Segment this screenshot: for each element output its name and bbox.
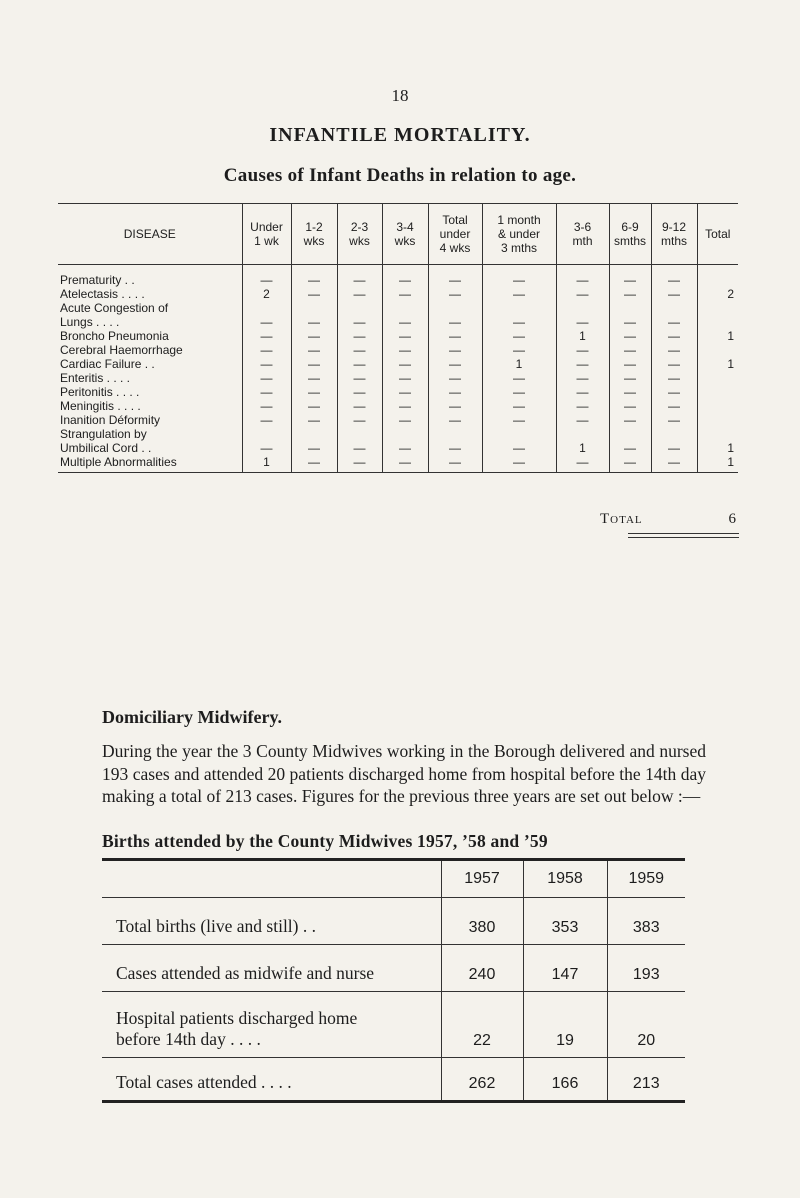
births-value-cell: 166 [523,1058,607,1102]
deaths-count-cell: — [242,371,291,385]
deaths-count-cell [651,301,697,315]
deaths-count-cell: — [291,329,337,343]
deaths-count-cell [697,343,738,357]
page-title: INFANTILE MORTALITY. [269,124,531,146]
deaths-count-cell: 1 [697,441,738,455]
deaths-count-cell: — [609,343,651,357]
births-row-label: Total cases attended . . . . [102,1058,441,1102]
deaths-count-cell: 1 [242,455,291,473]
births-value-cell: 240 [441,945,523,992]
deaths-count-cell: — [609,287,651,301]
disease-name-cell: Broncho Pneumonia [60,329,169,343]
deaths-count-cell: — [428,371,482,385]
deaths-count-cell [609,427,651,441]
deaths-count-cell: — [242,329,291,343]
births-table [102,861,685,1103]
deaths-count-cell: — [428,455,482,473]
deaths-count-cell: 1 [697,329,738,343]
deaths-count-cell: — [651,357,697,371]
deaths-table-row [58,265,738,288]
deaths-count-cell [556,301,609,315]
deaths-count-cell: — [382,265,428,288]
deaths-count-cell [337,427,382,441]
deaths-count-cell: — [291,413,337,427]
deaths-table-row [58,371,738,385]
deaths-count-cell: — [556,357,609,371]
deaths-count-cell: — [556,371,609,385]
deaths-table-row [58,455,738,473]
deaths-count-cell: — [242,399,291,413]
deaths-count-cell: — [382,329,428,343]
deaths-count-cell [697,315,738,329]
deaths-count-cell: — [382,385,428,399]
deaths-count-cell: — [556,399,609,413]
deaths-count-cell: — [242,265,291,288]
deaths-count-cell: — [609,413,651,427]
deaths-count-cell: — [337,455,382,473]
deaths-count-cell: — [609,399,651,413]
births-value-cell: 353 [523,898,607,945]
deaths-count-cell: — [556,315,609,329]
deaths-table-row [58,287,738,301]
page-subtitle: Causes of Infant Deaths in relation to age. [223,165,577,186]
births-header-cell: 1957 [441,861,523,898]
deaths-count-cell: — [382,455,428,473]
deaths-count-cell: — [428,287,482,301]
deaths-count-cell [242,427,291,441]
deaths-table-row [58,427,738,441]
deaths-count-cell [291,427,337,441]
births-row-label: Total births (live and still) . . [102,898,441,945]
births-row-label: Hospital patients discharged home before 14th day . . . . [102,992,441,1058]
births-value-cell: 213 [607,1058,685,1102]
deaths-header-cell: DISEASE [123,227,176,241]
deaths-count-cell: — [556,385,609,399]
deaths-table-row [58,329,738,343]
births-value-cell: 20 [607,992,685,1058]
births-header-cell [102,861,441,898]
deaths-count-cell: — [382,441,428,455]
births-value-cell: 22 [441,992,523,1058]
deaths-count-cell: — [428,441,482,455]
deaths-count-cell: — [382,357,428,371]
deaths-count-cell: — [291,265,337,288]
disease-name-cell: Multiple Abnormalities [58,455,242,473]
deaths-count-cell: — [428,385,482,399]
deaths-count-cell: — [428,399,482,413]
births-table-row [102,898,685,945]
deaths-count-cell: — [482,385,556,399]
deaths-count-cell: — [609,441,651,455]
total-double-rule [628,533,739,538]
deaths-count-cell [428,301,482,315]
births-value-cell: 262 [441,1058,523,1102]
deaths-count-cell: 1 [697,357,738,371]
deaths-count-cell: — [482,399,556,413]
disease-name-cell: Prematurity . . [60,273,135,287]
deaths-table-row [58,441,738,455]
births-value-cell: 380 [441,898,523,945]
deaths-count-cell: 2 [242,287,291,301]
deaths-count-cell: — [651,287,697,301]
deaths-count-cell: — [382,315,428,329]
deaths-count-cell: — [291,455,337,473]
deaths-count-cell: — [291,315,337,329]
deaths-count-cell: — [609,371,651,385]
deaths-count-cell [382,427,428,441]
midwifery-heading: Domiciliary Midwifery. [102,707,282,727]
deaths-count-cell: — [428,413,482,427]
deaths-count-cell: 1 [697,455,738,473]
deaths-count-cell: — [556,413,609,427]
deaths-count-cell [291,301,337,315]
deaths-count-cell: — [337,343,382,357]
deaths-count-cell [697,385,738,399]
deaths-header-cell: Total [697,204,738,265]
births-value-cell: 383 [607,898,685,945]
deaths-count-cell: — [382,399,428,413]
disease-name-cell: Inanition Déformity [60,413,161,427]
disease-name-cell: Acute Congestion of [60,301,169,315]
births-value-cell: 19 [523,992,607,1058]
deaths-header-cell: 9-12 mths [651,204,697,265]
deaths-count-cell: — [609,357,651,371]
disease-name-cell: Peritonitis . . . . [60,385,140,399]
deaths-header-cell: Total under 4 wks [428,204,482,265]
deaths-count-cell: — [428,343,482,357]
deaths-count-cell [697,399,738,413]
disease-name-cell: Umbilical Cord . . [60,441,152,455]
deaths-count-cell: — [609,455,651,473]
deaths-count-cell: — [337,265,382,288]
births-table-heading: Births attended by the County Midwives 1957, ’58 and ’59 [102,831,548,851]
deaths-count-cell [697,301,738,315]
deaths-total [600,511,737,528]
deaths-count-cell [697,427,738,441]
deaths-count-cell: — [242,357,291,371]
deaths-count-cell: — [337,399,382,413]
deaths-count-cell [428,427,482,441]
deaths-count-cell: — [651,455,697,473]
deaths-count-cell [482,301,556,315]
deaths-count-cell: — [482,329,556,343]
deaths-count-cell: 1 [556,441,609,455]
deaths-count-cell: — [337,441,382,455]
deaths-count-cell: — [482,343,556,357]
births-value-cell: 193 [607,945,685,992]
deaths-count-cell: — [337,329,382,343]
deaths-table-row [58,301,738,315]
births-value-cell: 147 [523,945,607,992]
deaths-count-cell: — [382,371,428,385]
deaths-header-cell: 3-4 wks [382,204,428,265]
deaths-count-cell: — [242,343,291,357]
deaths-count-cell: — [651,441,697,455]
deaths-header-cell: Under 1 wk [242,204,291,265]
disease-name-cell: Meningitis . . . . [60,399,141,413]
deaths-count-cell [242,301,291,315]
disease-name-cell: Atelectasis . . . . [60,287,145,301]
deaths-count-cell: — [382,343,428,357]
births-row-label: Cases attended as midwife and nurse [102,945,441,992]
deaths-count-cell: — [291,441,337,455]
infant-deaths-table-container [58,203,738,473]
deaths-count-cell [382,301,428,315]
deaths-count-cell: — [609,315,651,329]
deaths-count-cell: — [556,287,609,301]
deaths-header-cell: 3-6 mth [556,204,609,265]
deaths-count-cell: — [651,371,697,385]
deaths-count-cell: — [242,315,291,329]
deaths-header-cell: 2-3 wks [337,204,382,265]
deaths-count-cell [697,371,738,385]
deaths-header-cell: 1 month & under 3 mths [482,204,556,265]
deaths-count-cell: — [482,265,556,288]
deaths-count-cell [697,413,738,427]
deaths-count-cell: — [337,315,382,329]
deaths-count-cell: — [291,385,337,399]
deaths-count-cell: — [482,455,556,473]
deaths-count-cell [609,301,651,315]
deaths-count-cell [482,427,556,441]
deaths-count-cell: — [651,265,697,288]
deaths-count-cell: — [291,357,337,371]
deaths-count-cell: — [651,413,697,427]
deaths-count-cell: — [556,343,609,357]
deaths-count-cell: — [382,287,428,301]
deaths-total-value: 6 [728,511,737,527]
deaths-count-cell: — [291,287,337,301]
disease-name-cell: Cardiac Failure . . [60,357,155,371]
deaths-count-cell: — [428,265,482,288]
deaths-table-row [58,315,738,329]
deaths-count-cell: — [291,399,337,413]
deaths-count-cell: — [428,315,482,329]
births-table-row [102,992,685,1058]
deaths-count-cell [337,301,382,315]
deaths-count-cell: 2 [697,287,738,301]
deaths-count-cell: — [651,399,697,413]
deaths-header-cell: 6-9 smths [609,204,651,265]
deaths-total-label: Total [600,511,643,527]
deaths-count-cell: — [556,455,609,473]
deaths-count-cell: — [337,413,382,427]
deaths-header-cell: 1-2 wks [291,204,337,265]
deaths-count-cell: — [428,357,482,371]
deaths-header-row [58,204,738,265]
deaths-count-cell [556,427,609,441]
births-table-row [102,945,685,992]
deaths-count-cell: 1 [482,357,556,371]
deaths-table-row [58,343,738,357]
page-number: 18 [391,86,409,105]
deaths-count-cell: — [337,357,382,371]
births-table-container [102,858,685,1103]
deaths-count-cell: — [291,371,337,385]
births-header-cell: 1959 [607,861,685,898]
deaths-table-row [58,357,738,371]
deaths-count-cell: — [651,343,697,357]
disease-name-cell: Lungs . . . . [60,315,120,329]
deaths-count-cell: — [337,371,382,385]
deaths-count-cell: — [291,343,337,357]
midwifery-paragraph: During the year the 3 County Midwives working in the Borough delivered and nursed 193 cases and attended 20 patients discharged home from hospital before the 14th day making a total of 213 cases. Figures for the previous three years are set out below :— [102,741,706,806]
deaths-table-row [58,413,738,427]
deaths-count-cell: 1 [556,329,609,343]
deaths-count-cell [697,265,738,288]
deaths-count-cell: — [482,315,556,329]
deaths-table-row [58,399,738,413]
deaths-count-cell [651,427,697,441]
deaths-count-cell: — [556,265,609,288]
deaths-count-cell: — [482,413,556,427]
disease-name-cell: Strangulation by [60,427,147,441]
deaths-count-cell: — [651,385,697,399]
deaths-count-cell: — [482,441,556,455]
deaths-count-cell: — [242,385,291,399]
deaths-count-cell: — [609,329,651,343]
deaths-count-cell: — [651,329,697,343]
deaths-count-cell: — [609,265,651,288]
deaths-count-cell: — [337,287,382,301]
deaths-count-cell: — [651,315,697,329]
deaths-count-cell: — [482,287,556,301]
births-table-row [102,1058,685,1102]
deaths-count-cell: — [382,413,428,427]
disease-name-cell: Cerebral Haemorrhage [60,343,183,357]
disease-name-cell: Enteritis . . . . [60,371,131,385]
infant-deaths-table [58,203,738,473]
deaths-count-cell: — [242,441,291,455]
deaths-count-cell: — [482,371,556,385]
deaths-count-cell: — [609,385,651,399]
deaths-count-cell: — [242,413,291,427]
deaths-count-cell: — [337,385,382,399]
births-header-row [102,861,685,898]
deaths-count-cell: — [428,329,482,343]
deaths-table-row [58,385,738,399]
births-header-cell: 1958 [523,861,607,898]
